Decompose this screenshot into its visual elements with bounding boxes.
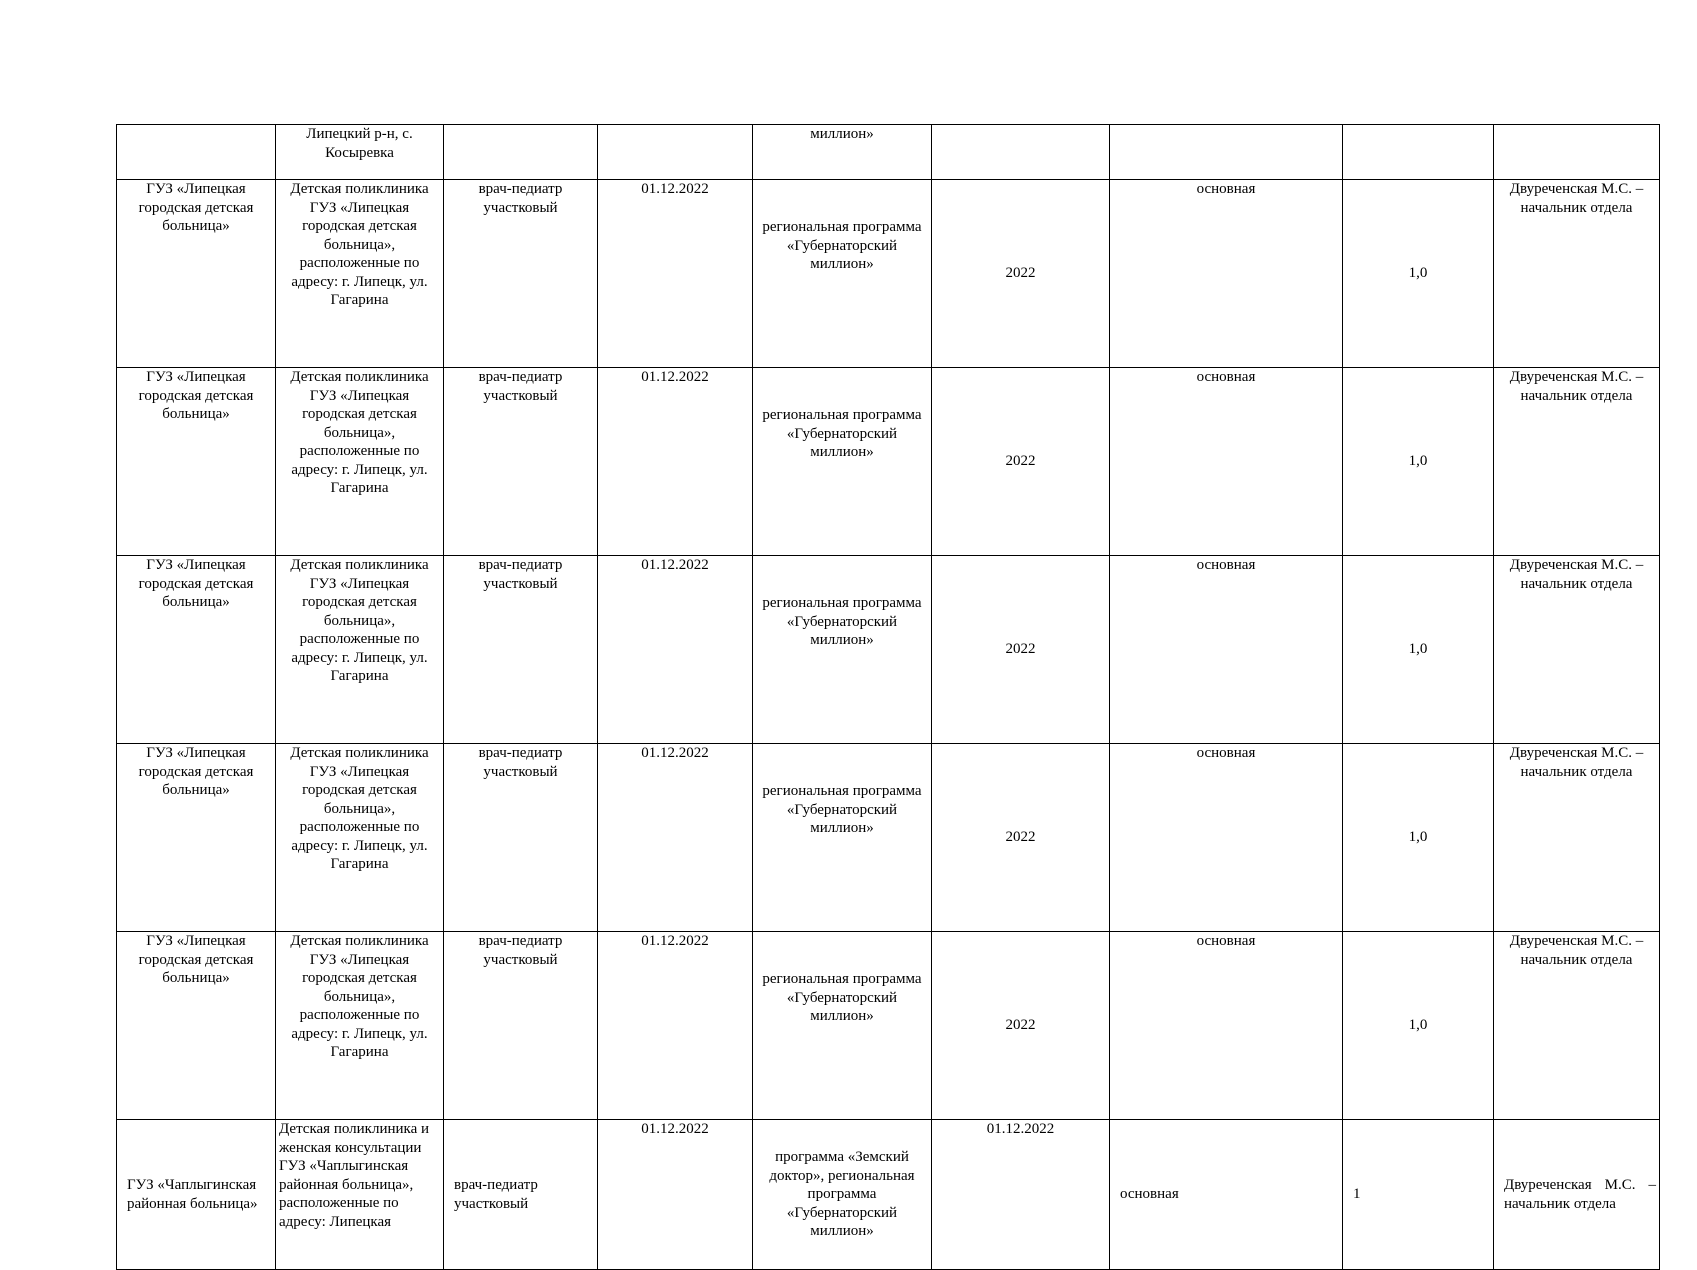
position-cell: врач-педиатр участковый (444, 368, 598, 556)
org-cell: ГУЗ «Липецкая городская детская больница» (117, 368, 276, 556)
vacancy-table (116, 124, 1660, 1270)
program-cell: региональная программа «Губернаторский миллион» (753, 744, 932, 932)
rate-cell: 1,0 (1343, 368, 1494, 556)
position-cell: врач-педиатр участковый (444, 932, 598, 1120)
date-cell: 01.12.2022 (598, 368, 753, 556)
program-cell: региональная программа «Губернаторский миллион» (753, 556, 932, 744)
year-cell (932, 125, 1110, 180)
type-cell: основная (1110, 180, 1343, 368)
program-cell: миллион» (753, 125, 932, 180)
unit-cell: Липецкий р-н, с. Косыревка (276, 125, 444, 180)
org-cell: ГУЗ «Чаплыгинская районная больница» (117, 1120, 276, 1270)
rate-cell: 1 (1343, 1120, 1494, 1270)
year-cell: 2022 (932, 744, 1110, 932)
position-cell: врач-педиатр участковый (444, 744, 598, 932)
unit-cell: Детская поликлиника ГУЗ «Липецкая городская детская больница», расположенные по адресу: г. Липецк, ул. Гагарина (276, 180, 444, 368)
unit-cell: Детская поликлиника ГУЗ «Липецкая городская детская больница», расположенные по адресу: г. Липецк, ул. Гагарина (276, 744, 444, 932)
type-cell: основная (1110, 556, 1343, 744)
program-cell: программа «Земский доктор», региональная программа «Губернаторский миллион» (753, 1120, 932, 1270)
org-cell: ГУЗ «Липецкая городская детская больница» (117, 556, 276, 744)
year-cell: 2022 (932, 932, 1110, 1120)
year-cell: 2022 (932, 368, 1110, 556)
position-cell: врач-педиатр участковый (444, 556, 598, 744)
type-cell (1110, 125, 1343, 180)
table-row (117, 180, 1660, 368)
org-cell: ГУЗ «Липецкая городская детская больница» (117, 180, 276, 368)
year-cell: 01.12.2022 (932, 1120, 1110, 1270)
program-cell: региональная программа «Губернаторский миллион» (753, 368, 932, 556)
unit-cell: Детская поликлиника и женская консультации ГУЗ «Чаплыгинская районная больница», расположенные по адресу: Липецкая (276, 1120, 444, 1270)
table-row (117, 556, 1660, 744)
rate-cell: 1,0 (1343, 744, 1494, 932)
responsible-cell: Двуреченская М.С. – начальник отдела (1494, 180, 1660, 368)
table-row (117, 932, 1660, 1120)
year-cell: 2022 (932, 180, 1110, 368)
date-cell: 01.12.2022 (598, 744, 753, 932)
responsible-cell: Двуреченская М.С. – начальник отдела (1494, 368, 1660, 556)
org-cell (117, 125, 276, 180)
type-cell: основная (1110, 932, 1343, 1120)
year-cell: 2022 (932, 556, 1110, 744)
rate-cell: 1,0 (1343, 180, 1494, 368)
org-cell: ГУЗ «Липецкая городская детская больница» (117, 744, 276, 932)
rate-cell: 1,0 (1343, 556, 1494, 744)
table-row (117, 125, 1660, 180)
date-cell: 01.12.2022 (598, 180, 753, 368)
org-cell: ГУЗ «Липецкая городская детская больница» (117, 932, 276, 1120)
type-cell: основная (1110, 744, 1343, 932)
position-cell: врач-педиатр участковый (444, 1120, 598, 1270)
date-cell: 01.12.2022 (598, 556, 753, 744)
table-row (117, 744, 1660, 932)
type-cell: основная (1110, 368, 1343, 556)
rate-cell (1343, 125, 1494, 180)
program-cell: региональная программа «Губернаторский миллион» (753, 932, 932, 1120)
responsible-cell: Двуреченская М.С. – начальник отдела (1494, 556, 1660, 744)
table-row (117, 368, 1660, 556)
unit-cell: Детская поликлиника ГУЗ «Липецкая городская детская больница», расположенные по адресу: г. Липецк, ул. Гагарина (276, 368, 444, 556)
type-cell: основная (1110, 1120, 1343, 1270)
rate-cell: 1,0 (1343, 932, 1494, 1120)
date-cell (598, 125, 753, 180)
position-cell (444, 125, 598, 180)
date-cell: 01.12.2022 (598, 1120, 753, 1270)
responsible-cell: Двуреченская М.С. – начальник отдела (1494, 1120, 1660, 1270)
date-cell: 01.12.2022 (598, 932, 753, 1120)
responsible-cell: Двуреченская М.С. – начальник отдела (1494, 744, 1660, 932)
program-cell: региональная программа «Губернаторский миллион» (753, 180, 932, 368)
table-row (117, 1120, 1660, 1270)
position-cell: врач-педиатр участковый (444, 180, 598, 368)
responsible-cell (1494, 125, 1660, 180)
unit-cell: Детская поликлиника ГУЗ «Липецкая городская детская больница», расположенные по адресу: г. Липецк, ул. Гагарина (276, 556, 444, 744)
responsible-cell: Двуреченская М.С. – начальник отдела (1494, 932, 1660, 1120)
unit-cell: Детская поликлиника ГУЗ «Липецкая городская детская больница», расположенные по адресу: г. Липецк, ул. Гагарина (276, 932, 444, 1120)
